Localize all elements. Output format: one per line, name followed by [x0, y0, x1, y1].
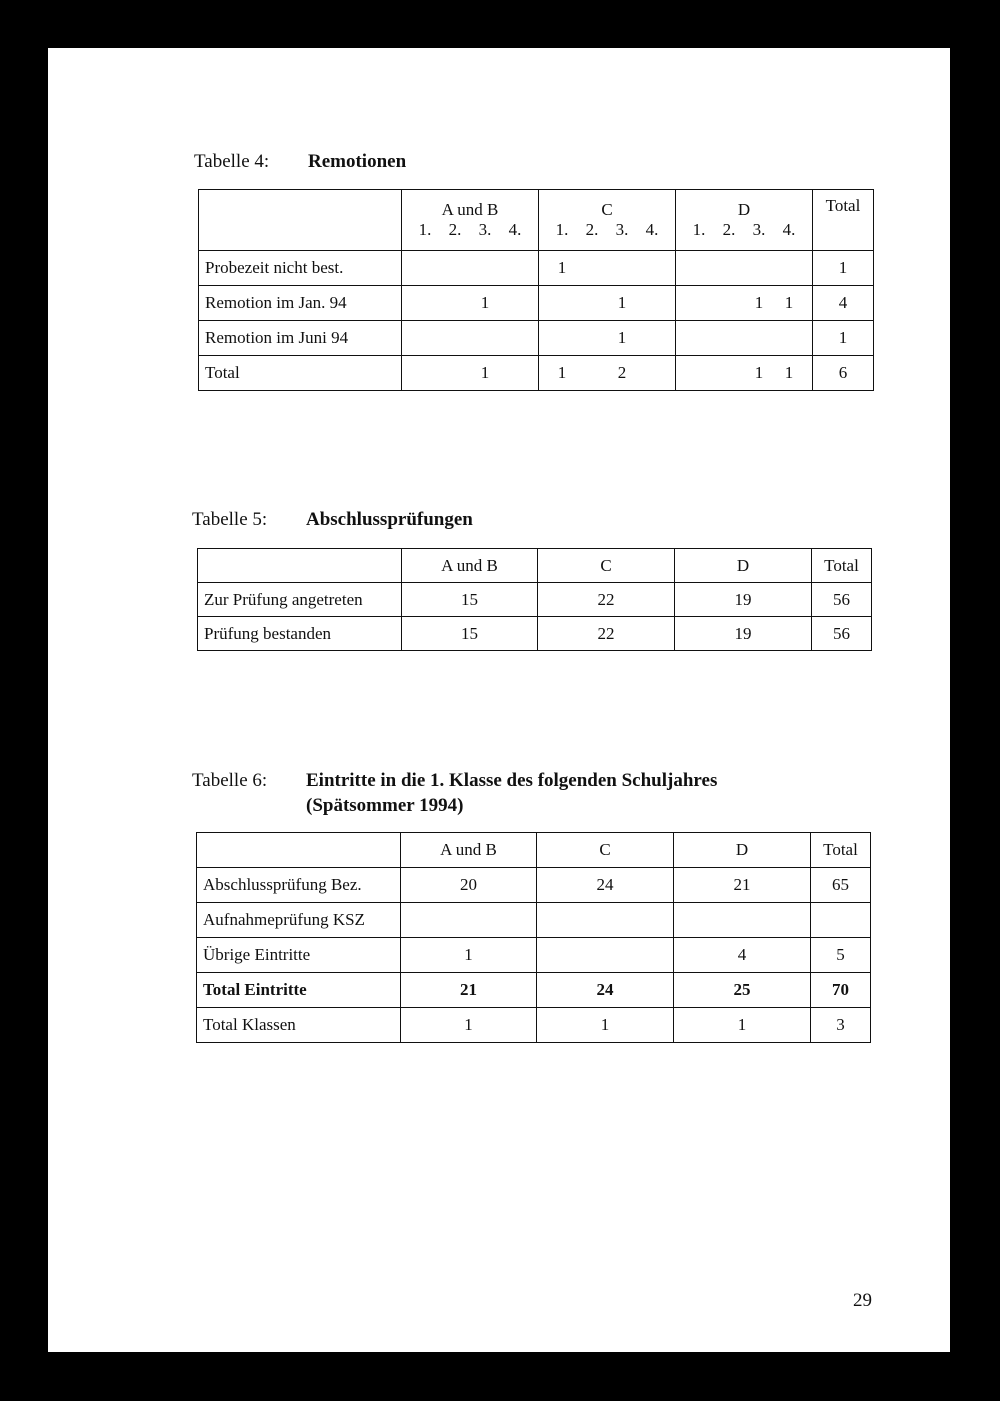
sub-label: 1.	[418, 220, 432, 239]
row-label: Total Eintritte	[197, 973, 401, 1008]
page-number: 29	[853, 1290, 872, 1311]
cell: 24	[537, 868, 674, 903]
cell	[637, 363, 667, 383]
sub-label: 1.	[555, 220, 569, 239]
col-header: D	[674, 833, 811, 868]
row-label: Total	[199, 356, 402, 391]
cell: 20	[401, 868, 537, 903]
cell	[547, 328, 577, 348]
row-total: 6	[813, 356, 874, 391]
cell	[547, 293, 577, 313]
cell: 1	[401, 1008, 537, 1043]
sub-label: 3.	[752, 220, 766, 239]
cell	[674, 903, 811, 938]
table4-header-d-name: D	[737, 200, 751, 219]
table-row	[198, 617, 872, 651]
sub-label: 4.	[508, 220, 522, 239]
row-label: Abschlussprüfung Bez.	[197, 868, 401, 903]
table6-header-row	[197, 833, 871, 868]
table-row	[198, 583, 872, 617]
row-label: Total Klassen	[197, 1008, 401, 1043]
cell	[577, 258, 607, 278]
cell: 15	[402, 617, 538, 651]
cell	[500, 293, 530, 313]
table-remotionen	[198, 189, 874, 391]
cell: 22	[538, 617, 675, 651]
cell	[410, 363, 440, 383]
sub-label: 3.	[478, 220, 492, 239]
table6-label: Tabelle 6:	[192, 770, 268, 791]
cell	[811, 903, 871, 938]
table-row	[199, 356, 874, 391]
sub-label: 2.	[722, 220, 736, 239]
cell: 1	[401, 938, 537, 973]
sub-label: 2.	[585, 220, 599, 239]
cell: 15	[402, 583, 538, 617]
cell: 1	[480, 293, 490, 312]
row-label: Zur Prüfung angetreten	[198, 583, 402, 617]
col-header: A und B	[402, 549, 538, 583]
table-row	[199, 321, 874, 356]
cell	[500, 363, 530, 383]
table5-corner-cell	[198, 549, 402, 583]
cell: 21	[674, 868, 811, 903]
table4-title: Remotionen	[308, 151, 407, 172]
sub-label: 2.	[448, 220, 462, 239]
cell: 22	[538, 583, 675, 617]
cell	[577, 363, 607, 383]
table4-header-row	[199, 190, 874, 251]
table6-title-line2: (Spätsommer 1994)	[306, 795, 464, 816]
cell	[577, 328, 607, 348]
cell: 56	[812, 617, 872, 651]
cell	[401, 903, 537, 938]
cell: 1	[617, 293, 627, 312]
cell	[714, 363, 744, 383]
table5-title: Abschlussprüfungen	[306, 509, 473, 530]
cell: 65	[811, 868, 871, 903]
cell: 21	[401, 973, 537, 1008]
cell	[684, 363, 714, 383]
cell: 1	[754, 363, 764, 382]
cell	[637, 293, 667, 313]
document-page	[48, 48, 950, 1352]
cell: 3	[811, 1008, 871, 1043]
row-label: Remotion im Jan. 94	[199, 286, 402, 321]
table-eintritte	[196, 832, 871, 1043]
cell	[637, 328, 667, 348]
cell: 2	[617, 363, 627, 382]
sub-label: 1.	[692, 220, 706, 239]
cell: 24	[537, 973, 674, 1008]
cell: 25	[674, 973, 811, 1008]
cell	[440, 363, 470, 383]
col-header: C	[537, 833, 674, 868]
cell: 19	[675, 617, 812, 651]
row-total: 1	[813, 321, 874, 356]
cell	[577, 293, 607, 313]
table5-header-row	[198, 549, 872, 583]
row-total: 4	[813, 286, 874, 321]
cell	[637, 258, 667, 278]
cell	[684, 293, 714, 313]
table4-header-total: Total	[813, 190, 874, 251]
table4-header-c	[539, 190, 676, 251]
table-row	[197, 938, 871, 973]
cell: 1	[537, 1008, 674, 1043]
col-header: Total	[812, 549, 872, 583]
cell: 19	[675, 583, 812, 617]
cell	[537, 938, 674, 973]
table4-header-c-name: C	[601, 200, 613, 219]
table-abschlusspruefungen	[197, 548, 872, 651]
table4-header-ab-name: A und B	[441, 200, 499, 219]
row-total: 1	[813, 251, 874, 286]
table4-corner-cell	[199, 190, 402, 251]
sub-label: 3.	[615, 220, 629, 239]
table4-header-ab	[402, 190, 539, 251]
cell: 4	[674, 938, 811, 973]
table-row	[197, 903, 871, 938]
cell: 1	[557, 363, 567, 382]
cell	[607, 258, 637, 278]
table4-header-d	[676, 190, 813, 251]
col-header: A und B	[401, 833, 537, 868]
col-header: D	[675, 549, 812, 583]
table-row	[199, 286, 874, 321]
sub-label: 4.	[645, 220, 659, 239]
cell: 1	[480, 363, 490, 382]
table-row	[197, 1008, 871, 1043]
cell: 1	[674, 1008, 811, 1043]
cell: 1	[617, 328, 627, 347]
cell: 1	[754, 293, 764, 312]
row-label: Probezeit nicht best.	[199, 251, 402, 286]
cell: 5	[811, 938, 871, 973]
cell: 56	[812, 583, 872, 617]
cell	[714, 293, 744, 313]
table-row	[199, 251, 874, 286]
cell: 1	[784, 363, 794, 382]
table4-label: Tabelle 4:	[194, 151, 270, 172]
col-header: C	[538, 549, 675, 583]
table5-label: Tabelle 5:	[192, 509, 268, 530]
table6-title-line1: Eintritte in die 1. Klasse des folgenden Schuljahres	[306, 770, 718, 791]
row-label: Übrige Eintritte	[197, 938, 401, 973]
table6-corner-cell	[197, 833, 401, 868]
cell: 1	[557, 258, 567, 277]
cell	[440, 293, 470, 313]
row-label: Aufnahmeprüfung KSZ	[197, 903, 401, 938]
cell: 1	[784, 293, 794, 312]
table-row	[197, 868, 871, 903]
sub-label: 4.	[782, 220, 796, 239]
cell	[410, 293, 440, 313]
row-label: Prüfung bestanden	[198, 617, 402, 651]
col-header: Total	[811, 833, 871, 868]
cell	[537, 903, 674, 938]
cell: 70	[811, 973, 871, 1008]
row-label: Remotion im Juni 94	[199, 321, 402, 356]
table-row-total	[197, 973, 871, 1008]
